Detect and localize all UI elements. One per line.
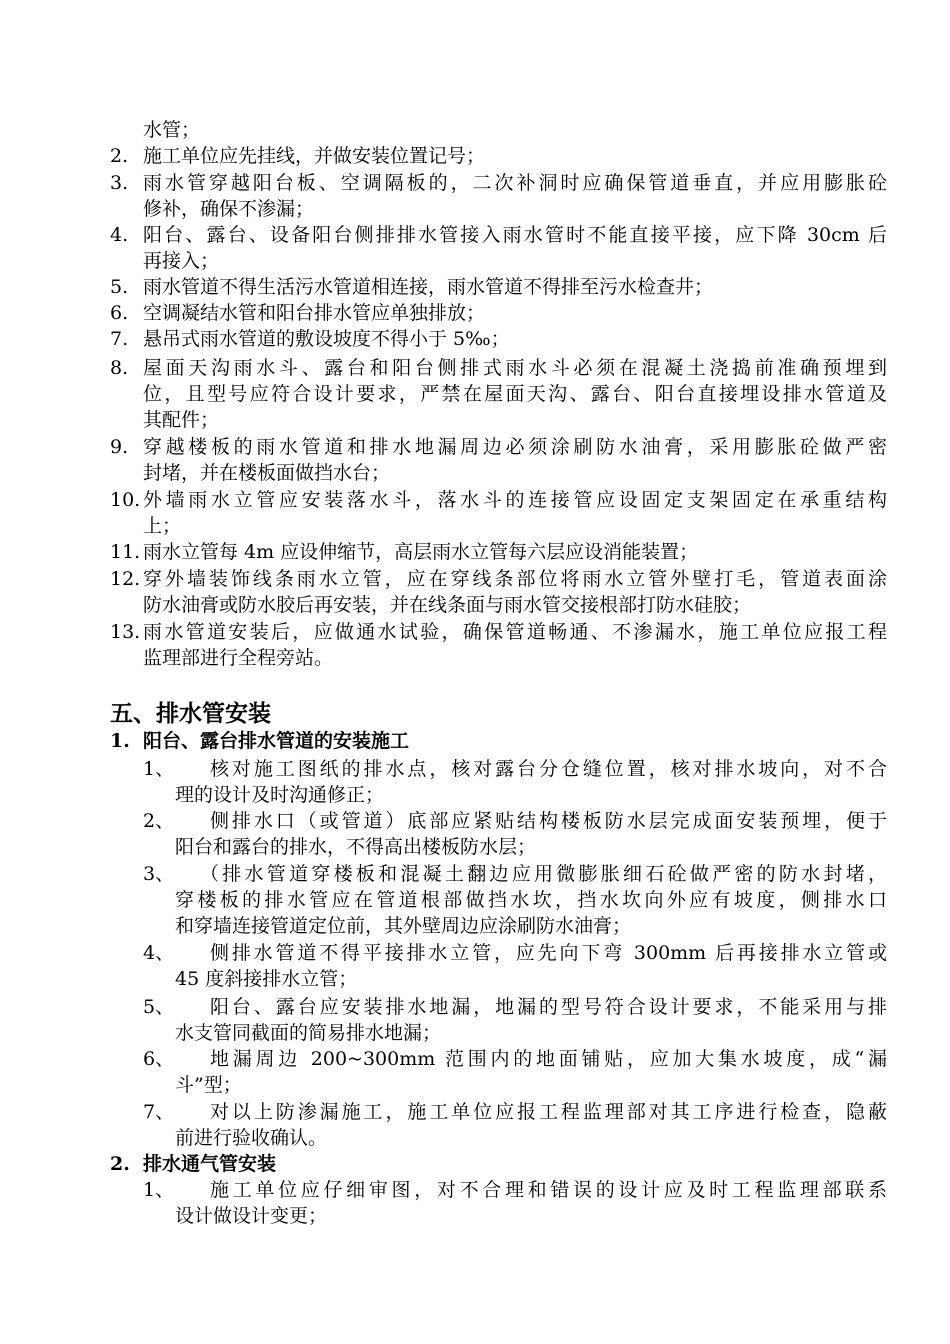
list-item-text: 穿外墙装饰线条雨水立管，应在穿线条部位将雨水立管外壁打毛，管道表面涂: [143, 568, 887, 590]
list-item-text: 理的设计及时沟通修正；: [175, 784, 385, 806]
list-item-text: 侧排水管道不得平接排水立管，应先向下弯 300mm 后再接排水立管或: [210, 942, 887, 964]
list-item-number: 7、: [143, 1101, 175, 1123]
list-item-number: 13.: [110, 621, 141, 643]
subsection-number: 2.: [110, 1153, 130, 1175]
list-item-text: 屋面天沟雨水斗、露台和阳台侧排式雨水斗必须在混凝土浇捣前准确预埋到: [143, 357, 887, 379]
list-item-number: 1、: [143, 1179, 175, 1201]
list-item-text: 穿越楼板的雨水管道和排水地漏周边必须涂刷防水油膏，采用膨胀砼做严密: [143, 436, 887, 458]
list-item-number: 8.: [110, 357, 129, 379]
list-item-text: 再接入；: [143, 250, 220, 272]
list-item-number: 5、: [143, 996, 175, 1018]
list-item-text: 阳台、露台应安装排水地漏，地漏的型号符合设计要求，不能采用与排: [210, 996, 887, 1018]
list-item-text: 外墙雨水立管应安装落水斗，落水斗的连接管应设固定支架固定在承重结构: [143, 489, 887, 511]
list-item-text: 雨水立管每 4m 应设伸缩节，高层雨水立管每六层应设消能装置；: [143, 541, 699, 563]
subsection-title: 阳台、露台排水管道的安装施工: [143, 730, 410, 752]
list-item-number: 2、: [143, 810, 175, 832]
list-continuation-text: 水管；: [143, 119, 201, 141]
subsection-title: 排水通气管安装: [143, 1153, 277, 1175]
list-item-text: 雨水管道不得生活污水管道相连接，雨水管道不得排至污水检查井；: [143, 276, 714, 298]
list-item-text: 监理部进行全程旁站。: [143, 647, 334, 669]
list-item-text: 对以上防渗漏施工，施工单位应报工程监理部对其工序进行检查，隐蔽: [210, 1101, 887, 1123]
list-item-number: 10.: [110, 489, 141, 511]
list-item-text: 其配件；: [143, 409, 220, 431]
list-item-text: 前进行验收确认。: [175, 1127, 328, 1149]
subsection-number: 1.: [110, 730, 130, 752]
list-item-number: 5.: [110, 276, 129, 298]
list-item-text: 阳台、露台、设备阳台侧排排水管接入雨水管时不能直接平接，应下降 30cm 后: [143, 224, 887, 246]
list-item-text: 阳台和露台的排水，不得高出楼板防水层；: [175, 836, 537, 858]
list-item-number: 6.: [110, 302, 129, 324]
list-item-text: 设计做设计变更；: [175, 1205, 328, 1227]
list-item-text: 侧排水口（或管道）底部应紧贴结构楼板防水层完成面安装预埋，便于: [210, 810, 887, 832]
list-item-text: 核对施工图纸的排水点，核对露台分仓缝位置，核对排水坡向，对不合: [210, 758, 887, 780]
list-item-text: （排水管道穿楼板和混凝土翻边应用微膨胀细石砼做严密的防水封堵，: [200, 863, 887, 885]
list-item-text: 空调凝结水管和阳台排水管应单独排放；: [143, 302, 486, 324]
list-item-number: 3、: [143, 863, 175, 885]
list-item-text: 和穿墙连接管道定位前，其外壁周边应涂刷防水油膏；: [175, 915, 632, 937]
list-item-text: 雨水管道安装后，应做通水试验，确保管道畅通、不渗漏水，施工单位应报工程: [143, 621, 887, 643]
list-item-text: 施工单位应仔细审图，对不合理和错误的设计应及时工程监理部联系: [210, 1179, 887, 1201]
list-item-text: 斗”型；: [175, 1074, 242, 1096]
list-item-number: 2.: [110, 145, 129, 167]
list-item-number: 6、: [143, 1048, 175, 1070]
list-item-number: 3.: [110, 172, 129, 194]
list-item-number: 7.: [110, 328, 129, 350]
list-item-text: 悬吊式雨水管道的敷设坡度不得小于 5‰；: [143, 328, 510, 350]
list-item-number: 4、: [143, 942, 175, 964]
list-item-text: 位，且型号应符合设计要求，严禁在屋面天沟、露台、阳台直接埋设排水管道及: [143, 383, 887, 405]
list-item-text: 水支管同截面的简易排水地漏；: [175, 1022, 442, 1044]
list-item-number: 1、: [143, 758, 175, 780]
list-item-number: 12.: [110, 568, 141, 590]
list-item-text: 防水油膏或防水胶后再安装，并在线条面与雨水管交接根部打防水硅胶；: [143, 594, 752, 616]
list-item-number: 11.: [110, 541, 141, 563]
list-item-text: 雨水管穿越阳台板、空调隔板的，二次补洞时应确保管道垂直，并应用膨胀砼: [143, 172, 887, 194]
list-item-text: 上；: [143, 515, 182, 537]
list-item-number: 4.: [110, 224, 129, 246]
list-item-text: 修补，确保不渗漏；: [143, 198, 315, 220]
list-item-text: 地漏周边 200~300mm 范围内的地面铺贴，应加大集水坡度，成“漏: [210, 1048, 887, 1070]
section-heading: 五、排水管安装: [110, 700, 271, 727]
list-item-number: 9.: [110, 436, 129, 458]
list-item-text: 封堵，并在楼板面做挡水台；: [143, 462, 391, 484]
list-item-text: 45 度斜接排水立管；: [175, 968, 358, 990]
list-item-text: 施工单位应先挂线，并做安装位置记号；: [143, 145, 486, 167]
list-item-text: 穿楼板的排水管应在管道根部做挡水坎，挡水坎向外应有坡度，侧排水口: [175, 889, 887, 911]
